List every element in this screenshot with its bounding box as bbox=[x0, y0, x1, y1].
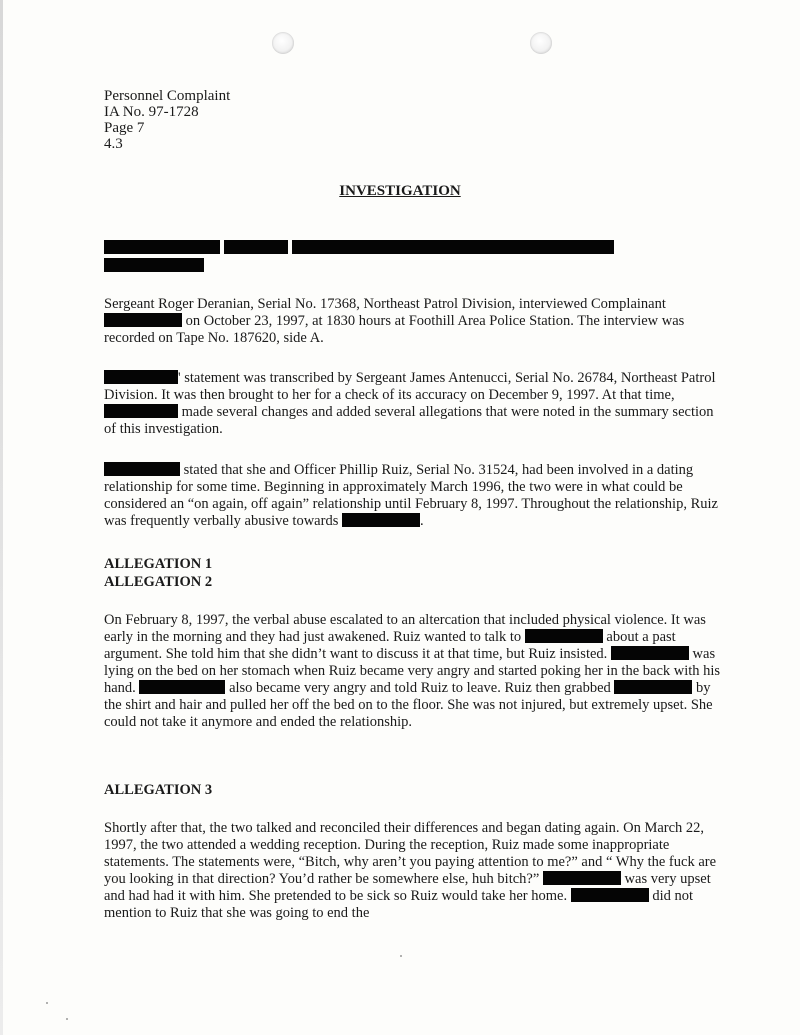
redaction-block bbox=[543, 871, 621, 885]
redaction-block bbox=[614, 680, 692, 694]
redaction-block bbox=[104, 240, 220, 254]
redaction-block bbox=[104, 313, 182, 327]
redaction-block bbox=[525, 629, 603, 643]
redaction-block bbox=[611, 646, 689, 660]
paragraph-relationship: stated that she and Officer Phillip Ruiz, Serial No. 31524, had been involved in a dating relationship for some time. Beginning in approximately March 1996, the two were in what could be considered an “on again, off again” relationship until February 8, 1997. Throughout the relationship, Ruiz was frequently verbally abusive towards . bbox=[104, 462, 718, 529]
header-line-ia-number: IA No. 97-1728 bbox=[104, 104, 199, 120]
redaction-block bbox=[104, 404, 178, 418]
scan-edge bbox=[0, 0, 3, 1035]
paragraph-transcription: ' statement was transcribed by Sergeant James Antenucci, Serial No. 26784, Northeast Patrol Division. It was then brought to her for a check of its accuracy on December 9, 1997. At that time, made several changes and added several allegations that were noted in the summary section of this investigation. bbox=[104, 370, 716, 437]
paragraph-interview: Sergeant Roger Deranian, Serial No. 17368, Northeast Patrol Division, interviewed Complainant on October 23, 1997, at 1830 hours at Foothill Area Police Station. The interview was recorded on Tape No. 187620, side A. bbox=[104, 296, 685, 346]
heading-allegation-3: ALLEGATION 3 bbox=[104, 782, 213, 798]
scan-speck bbox=[66, 1018, 68, 1020]
heading-allegation-1: ALLEGATION 1 bbox=[104, 556, 213, 572]
paragraph-february-incident: On February 8, 1997, the verbal abuse escalated to an altercation that included physical violence. It was early in the morning and they had just awakened. Ruiz wanted to talk to about a past argument. She told him that she didn’t want to discuss it at that time, but Ruiz insisted. was lying on the bed on her stomach when Ruiz became very angry and started poking her in the back with his hand. also became very angry and told Ruiz to leave. Ruiz then grabbed by the shirt and hair and pulled her off the bed on to the floor. She was not injured, but extremely upset. She could not take it anymore and ended the relationship. bbox=[104, 612, 721, 730]
redaction-block bbox=[104, 462, 180, 476]
header-line-page: Page 7 bbox=[104, 120, 145, 136]
punch-hole-left bbox=[272, 32, 294, 54]
header-line-section: 4.3 bbox=[104, 136, 123, 152]
redaction-block bbox=[104, 370, 178, 384]
redaction-block bbox=[139, 680, 225, 694]
paragraph-wedding-reception: Shortly after that, the two talked and reconciled their differences and began dating again. On March 22, 1997, the two attended a wedding reception. During the reception, Ruiz made some inappropriate statements. The statements were, “Bitch, why aren’t you paying attention to me?” and “ Why the fuck are you looking in that direction? You’d rather be somewhere else, huh bitch?” was very upset and had had it with him. She pretended to be sick so Ruiz would take her home. did not mention to Ruiz that she was going to end the bbox=[104, 820, 717, 921]
scan-speck bbox=[46, 1002, 48, 1004]
redaction-block bbox=[292, 240, 614, 254]
document-header bbox=[104, 88, 230, 152]
heading-allegation-2: ALLEGATION 2 bbox=[104, 574, 213, 590]
redaction-block bbox=[224, 240, 288, 254]
redaction-block bbox=[571, 888, 649, 902]
redaction-block bbox=[342, 513, 420, 527]
scan-speck bbox=[400, 955, 402, 957]
page-title: INVESTIGATION bbox=[339, 183, 461, 199]
punch-hole-right bbox=[530, 32, 552, 54]
header-line-title: Personnel Complaint bbox=[104, 88, 231, 104]
redaction-block bbox=[104, 258, 204, 272]
